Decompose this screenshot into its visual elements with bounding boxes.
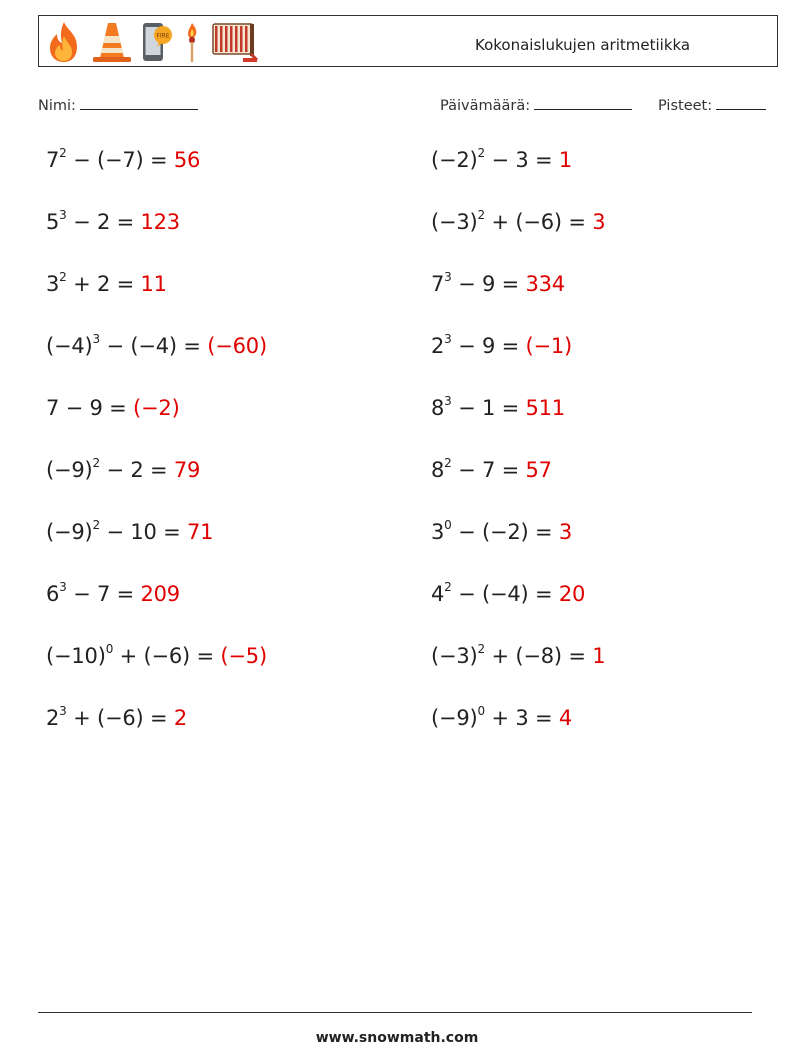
answer: (−60) [207,334,267,358]
worksheet-title: Kokonaislukujen aritmetiikka [475,36,691,54]
date-field[interactable] [440,95,632,114]
answer: 20 [558,582,586,606]
answer: 79 [173,458,201,482]
answer: (−5) [220,644,267,668]
answer: 4 [558,706,573,730]
answer: 11 [140,272,167,296]
header-icons [45,19,259,65]
answer: 123 [140,210,180,234]
problem-4: $(-3)^2 + (-6) = 3$ [431,208,606,234]
problem-7: $(-4)^3 - (-4) = (-60)$ [46,332,267,358]
score-field[interactable] [658,95,766,114]
answer: 1 [592,644,606,668]
answer: 71 [187,520,214,544]
problem-8: $2^3 - 9 = (-1)$ [431,332,573,358]
problem-1: $7^2 - (-7) = 56$ [46,146,201,172]
problem-2: $(-2)^2 - 3 = 1$ [431,146,573,172]
svg-text:FIRE: FIRE [156,32,170,40]
problem-17: $(-10)^0 + (-6) = (-5)$ [46,642,267,668]
problem-12: $8^2 - 7 = 57$ [431,456,552,482]
footer-divider [38,1012,752,1013]
answer: (−2) [133,396,180,420]
lit-match-icon [181,20,203,64]
answer: 511 [525,396,565,420]
problem-15: $6^3 - 7 = 209$ [46,580,180,606]
name-blank-line [80,95,198,110]
date-blank-line [534,95,632,110]
footer-url[interactable]: www.snowmath.com [315,1030,479,1046]
problem-11: $(-9)^2 - 2 = 79$ [46,456,201,482]
flame-icon [45,20,83,64]
answer: 2 [173,706,188,730]
worksheet-header [38,15,778,67]
problem-5: $3^2 + 2 = 11$ [46,270,167,296]
problem-16: $4^2 - (-4) = 20$ [431,580,586,606]
problem-19: $2^3 + (-6) = 2$ [46,704,188,730]
problem-10: $8^3 - 1 = 511$ [431,394,565,420]
answer: 56 [173,148,201,172]
date-label: Päivämäärä: [440,98,531,114]
name-label: Nimi: [38,98,76,114]
problem-9: 7 − 9 = (−2) [46,396,180,420]
problem-18: $(-3)^2 + (-8) = 1$ [431,642,606,668]
answer: 334 [525,272,565,296]
answer: 3 [558,520,573,544]
problem-6: $7^3 - 9 = 334$ [431,270,565,296]
problem-13: $(-9)^2 - 10 = 71$ [46,518,214,544]
score-label: Pisteet: [658,98,713,114]
answer: 1 [558,148,573,172]
traffic-cone-icon [91,20,133,64]
problem-20: $(-9)^0 + 3 = 4$ [431,704,573,730]
problem-14: $3^0 - (-2) = 3$ [431,518,573,544]
answer: 57 [525,458,552,482]
answer: 3 [592,210,606,234]
problem-3: $5^3 - 2 = 123$ [46,208,180,234]
score-blank-line [716,95,766,110]
name-field[interactable] [38,95,198,114]
answer: 209 [140,582,180,606]
fire-hose-reel-icon [211,20,259,64]
phone-fire-alert-icon [141,20,173,64]
answer: (−1) [525,334,573,358]
